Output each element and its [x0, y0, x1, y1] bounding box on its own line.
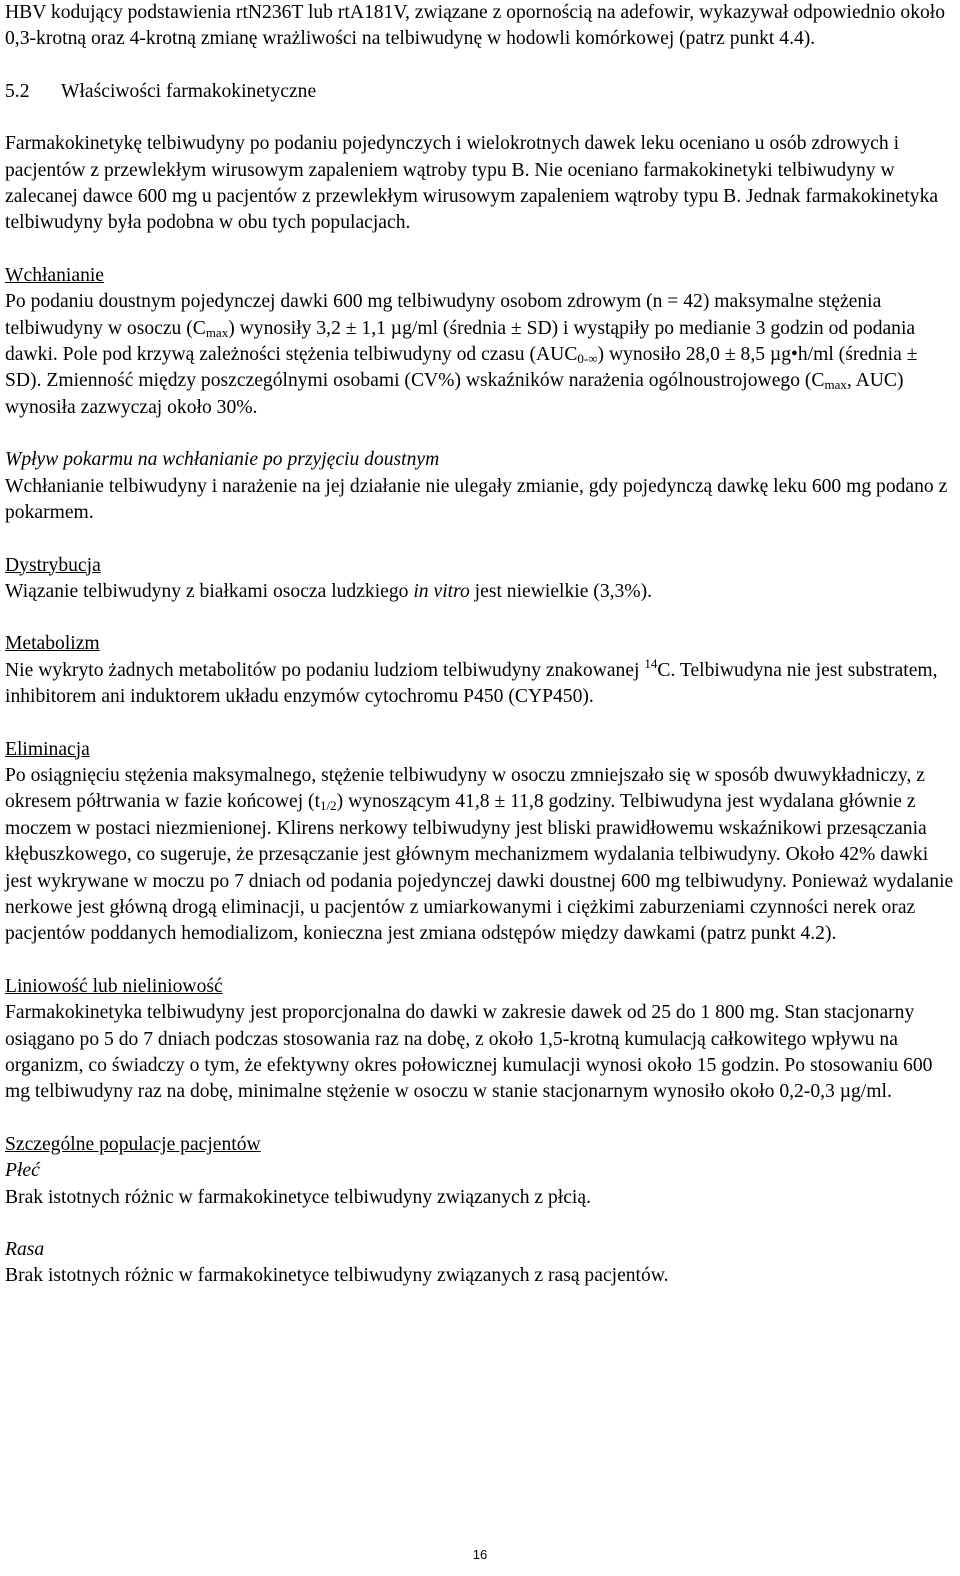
in-vitro-text: in vitro — [413, 580, 470, 602]
race-paragraph: Brak istotnych różnic w farmakokinetyce telbiwudyny związanych z rasą pacjentów. — [5, 1265, 669, 1287]
food-paragraph: Wchłanianie telbiwudyny i narażenie na jej działanie nie ulegały zmianie, gdy pojedynczą dawkę leku 600 mg podano z pokarmem. — [5, 475, 948, 524]
intro-paragraph: HBV kodujący podstawienia rtN236T lub rtA181V, związane z opornością na adefowir, wykazywał odpowiednio około 0,3-krotną oraz 4-krotną zmianę wrażliwości na telbiwudynę w hodowli komórkowej (patrz punkt 4.4). — [5, 2, 946, 50]
elimination-text-2: ) wynoszącym 41,8 ± 11,8 godziny. Telbiwudyna jest wydalana głównie z moczem w postaci niezmienionej. Klirens nerkowy telbiwudyny jest bliski prawidłowemu wskaźnikowi przesączania kłębuszkowego, co sugeruje, że przesączanie jest głównym mechanizmem wydalania telbiwudyny. Około 42% dawki jest wykrywane w moczu po 7 dniach od podania pojedynczej dawki doustnej 600 mg telbiwudyny. Ponieważ wydalanie nerkowe jest główną drogą eliminacji, u pacjentów z umiarkowanymi i ciężkimi zaburzeniami czynności nerek oraz pacjentów poddanych hemodializom, konieczna jest zmiana odstępów między dawkami (patrz punkt 4.2). — [5, 791, 954, 945]
linearity-heading: Liniowość lub nieliniowość — [5, 975, 223, 997]
page-number: 16 — [472, 1547, 488, 1562]
half-life-subscript: 1/2 — [320, 798, 337, 814]
gender-heading: Płeć — [5, 1160, 40, 1182]
food-heading: Wpływ pokarmu na wchłanianie po przyjęciu doustnym — [5, 449, 440, 471]
absorption-heading: Wchłanianie — [5, 264, 105, 286]
absorption-text-4: , AUC) wynosiła zazwyczaj około 30%. — [5, 370, 904, 418]
special-populations-heading: Szczególne populacje pacjentów — [5, 1133, 261, 1155]
metabolism-paragraph — [5, 655, 955, 711]
isotope-superscript: 14 — [644, 655, 658, 671]
cmax-subscript: max — [205, 324, 229, 340]
gender-paragraph: Brak istotnych różnic w farmakokinetyce telbiwudyny związanych z płcią. — [5, 1186, 591, 1208]
absorption-paragraph — [5, 289, 955, 421]
cmax-subscript-2: max — [824, 377, 847, 393]
section-number: 5.2 — [5, 80, 30, 102]
overview-paragraph: Farmakokinetykę telbiwudyny po podaniu pojedynczych i wielokrotnych dawek leku oceniano u osób zdrowych i pacjentów z przewlekłym wirusowym zapaleniem wątroby typu B. Nie oceniano farmakokinetyki telbiwudyny w zalecanej dawce 600 mg u pacjentów z przewlekłym wirusowym zapaleniem wątroby typu B. Jednak farmakokinetyka telbiwudyny była podobna w obu tych populacjach. — [5, 133, 939, 234]
absorption-text-1: Po podaniu doustnym pojedynczej dawki 600 mg telbiwudyny osobom zdrowym (n = 42) maksymalne stężenia telbiwudyny w osoczu (C — [5, 291, 882, 339]
metabolism-heading: Metabolizm — [5, 633, 100, 655]
linearity-paragraph: Farmakokinetyka telbiwudyny jest proporcjonalna do dawki w zakresie dawek od 25 do 1 800 mg. Stan stacjonarny osiągano po 5 do 7 dniach podczas stosowania raz na dobę, z około 1,5-krotną kumulacją całkowitego wpływu na organizm, co świadczy o tym, że efektywny okres połowicznej kumulacji wynosi około 15 godzin. Po stosowaniu 600 mg telbiwudyny raz na dobę, minimalne stężenie w osoczu w stanie stacjonarnym wynosiło około 0,2-0,3 µg/ml. — [5, 1002, 933, 1103]
section-heading — [5, 79, 955, 105]
absorption-text-2: ) wynosiły 3,2 ± 1,1 µg/ml (średnia ± SD) i wystąpiły po medianie 3 godzin od podania dawki. Pole pod krzywą zależności stężenia telbiwudyny od czasu (AUC — [5, 317, 916, 366]
document-page — [5, 0, 955, 1290]
section-title: Właściwości farmakokinetyczne — [61, 80, 317, 102]
distribution-text-1: Wiązanie telbiwudyny z białkami osocza ludzkiego — [5, 580, 414, 602]
distribution-paragraph — [5, 579, 955, 605]
elimination-heading: Eliminacja — [5, 738, 90, 760]
race-heading: Rasa — [5, 1239, 45, 1261]
distribution-text-2: jest niewielkie (3,3%). — [469, 580, 653, 602]
absorption-text-3: ) wynosiło 28,0 ± 8,5 µg•h/ml (średnia ± SD). Zmienność między poszczególnymi osobami (CV%) wskaźników narażenia ogólnoustrojowego (C — [5, 344, 918, 392]
elimination-text-1: Po osiągnięciu stężenia maksymalnego, stężenie telbiwudyny w osoczu zmniejszało się w sposób dwuwykładniczy, z okresem półtrwania w fazie końcowej (t — [5, 764, 925, 813]
elimination-paragraph — [5, 763, 955, 948]
metabolism-text-2: C. Telbiwudyna nie jest substratem, inhibitorem ani induktorem układu enzymów cytochromu P450 (CYP450). — [5, 659, 938, 708]
metabolism-text-1: Nie wykryto żadnych metabolitów po podaniu ludziom telbiwudyny znakowanej — [5, 659, 645, 681]
auc-subscript: 0-∞ — [577, 351, 598, 367]
distribution-heading: Dystrybucja — [5, 554, 101, 576]
